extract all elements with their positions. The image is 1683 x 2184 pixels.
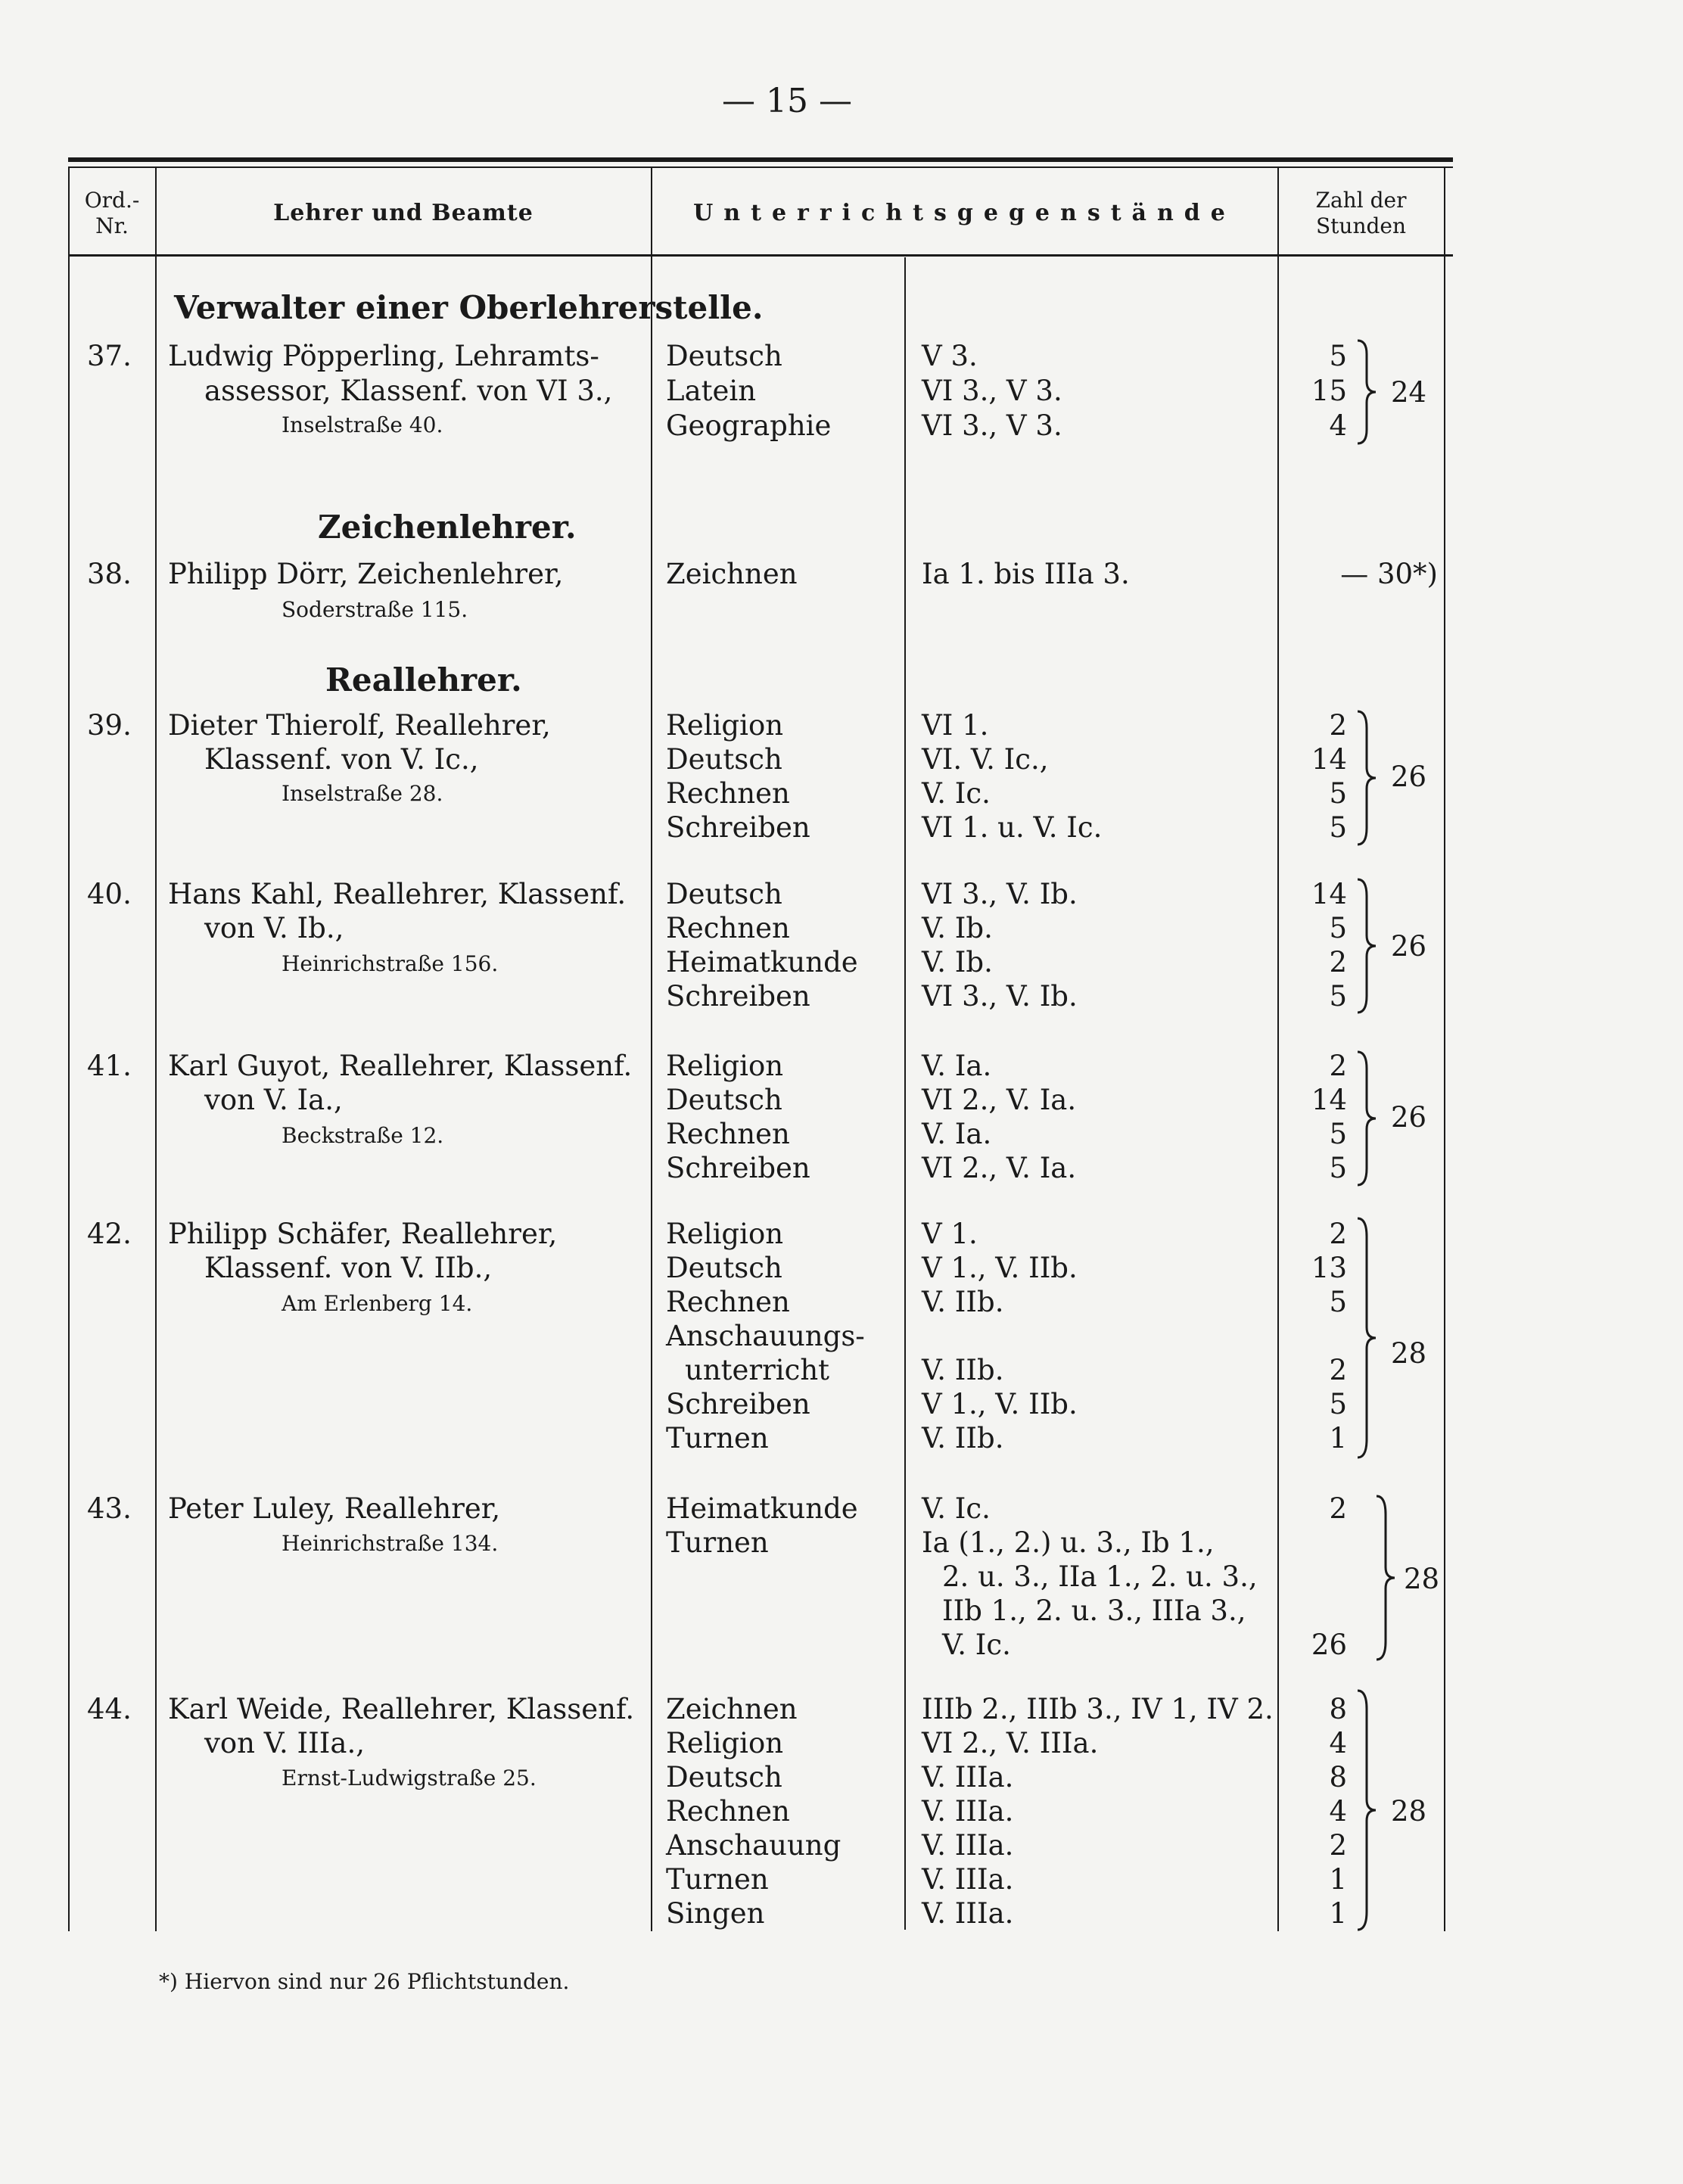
entry-name-line: Klassenf. von V. IIb., — [204, 1252, 493, 1284]
entry-subject: Rechnen — [666, 1118, 790, 1150]
brace-icon — [1355, 339, 1377, 445]
entry-name-line: von V. Ib., — [204, 912, 344, 944]
column-line-teachers — [651, 168, 652, 1931]
entry-subject: unterricht — [685, 1354, 830, 1386]
entry-classes: V. IIIa. — [922, 1761, 1014, 1794]
entry-classes: V 1., V. IIb. — [922, 1252, 1078, 1284]
entry-hours: 14 — [1311, 743, 1347, 776]
entry-nr: 37. — [87, 340, 132, 372]
entry-name-line: Klassenf. von V. Ic., — [204, 743, 479, 776]
header-ord-nr-line2: Nr. — [95, 213, 129, 238]
header-subjects: Unterrichtsgegenstände — [693, 200, 1236, 226]
entry-subject: Latein — [666, 375, 757, 407]
section-verwalter: Verwalter einer Oberlehrerstelle. — [174, 289, 764, 326]
entry-hours: 4 — [1329, 1727, 1347, 1759]
entry-subject: Turnen — [666, 1422, 769, 1454]
top-rule — [68, 157, 1453, 162]
entry-classes: IIb 1., 2. u. 3., IIIa 3., — [942, 1594, 1246, 1627]
entry-hours: — 30*) — [1340, 558, 1438, 590]
entry-subject: Deutsch — [666, 340, 782, 372]
header-hours — [1279, 174, 1443, 253]
entry-classes: V. IIb. — [922, 1286, 1004, 1318]
entry-nr: 42. — [87, 1218, 132, 1250]
entry-nr: 44. — [87, 1693, 132, 1725]
entry-hours: 26 — [1311, 1629, 1347, 1661]
entry-subject: Heimatkunde — [666, 946, 858, 978]
entry-address: Am Erlenberg 14. — [282, 1291, 473, 1316]
entry-address: Heinrichstraße 134. — [282, 1531, 499, 1556]
entry-classes: V 1., V. IIb. — [922, 1388, 1078, 1420]
entry-hours: 5 — [1329, 811, 1347, 844]
entry-subject: Singen — [666, 1897, 765, 1930]
entry-hours: 8 — [1329, 1761, 1347, 1794]
entry-classes: V 1. — [922, 1218, 978, 1250]
entry-hours: 2 — [1329, 946, 1347, 978]
entry-classes: VI 3., V 3. — [922, 375, 1062, 407]
header-teachers: Lehrer und Beamte — [273, 200, 534, 226]
brace-icon — [1355, 1217, 1377, 1459]
entry-hours: 1 — [1329, 1422, 1347, 1454]
entry-hours: 2 — [1329, 1218, 1347, 1250]
entry-total: 26 — [1391, 930, 1427, 963]
entry-classes: V. IIIa. — [922, 1863, 1014, 1896]
entry-nr: 40. — [87, 878, 132, 910]
column-line-ord — [155, 168, 157, 1931]
entry-subject: Heimatkunde — [666, 1492, 858, 1525]
entry-hours: 1 — [1329, 1897, 1347, 1930]
entry-name-line: Dieter Thierolf, Reallehrer, — [168, 709, 551, 742]
entry-hours: 8 — [1329, 1693, 1347, 1725]
entry-total: 28 — [1391, 1795, 1427, 1828]
entry-address: Inselstraße 40. — [282, 412, 443, 437]
entry-hours: 5 — [1329, 340, 1347, 372]
entry-name-line: assessor, Klassenf. von VI 3., — [204, 375, 613, 407]
entry-address: Heinrichstraße 156. — [282, 951, 499, 976]
entry-hours: 2 — [1329, 1354, 1347, 1386]
entry-name-line: Hans Kahl, Reallehrer, Klassenf. — [168, 878, 627, 910]
entry-classes: V. IIb. — [922, 1422, 1004, 1454]
entry-classes: V. Ia. — [922, 1050, 992, 1082]
entry-subject: Rechnen — [666, 1795, 790, 1828]
entry-classes: VI 3., V. Ib. — [922, 980, 1078, 1013]
column-line-right — [1444, 168, 1445, 1931]
entry-classes: V 3. — [922, 340, 978, 372]
header-ord-nr — [70, 174, 154, 253]
entry-hours: 5 — [1329, 1388, 1347, 1420]
entry-classes: VI 2., V. IIIa. — [922, 1727, 1099, 1759]
entry-hours: 5 — [1329, 777, 1347, 810]
entry-subject: Anschauungs- — [666, 1320, 865, 1352]
entry-address: Soderstraße 115. — [282, 597, 468, 622]
entry-classes: Ia 1. bis IIIa 3. — [922, 558, 1130, 590]
entry-subject: Deutsch — [666, 1084, 782, 1116]
entry-subject: Religion — [666, 709, 784, 742]
entry-hours: 5 — [1329, 1152, 1347, 1184]
entry-total: 24 — [1391, 376, 1427, 409]
entry-subject: Geographie — [666, 409, 832, 442]
entry-subject: Deutsch — [666, 878, 782, 910]
entry-classes: V. Ia. — [922, 1118, 992, 1150]
entry-subject: Religion — [666, 1727, 784, 1759]
entry-subject: Rechnen — [666, 1286, 790, 1318]
entry-address: Ernst-Ludwigstraße 25. — [282, 1766, 537, 1790]
entry-classes: VI. V. Ic., — [922, 743, 1049, 776]
entry-hours: 14 — [1311, 878, 1347, 910]
entry-address: Inselstraße 28. — [282, 781, 443, 806]
entry-hours: 5 — [1329, 980, 1347, 1013]
brace-icon — [1355, 878, 1377, 1014]
page-number: — 15 — — [722, 82, 852, 120]
entry-classes: V. IIIa. — [922, 1795, 1014, 1828]
entry-name-line: Philipp Dörr, Zeichenlehrer, — [168, 558, 564, 590]
entry-hours: 5 — [1329, 912, 1347, 944]
entry-classes: 2. u. 3., IIa 1., 2. u. 3., — [942, 1560, 1258, 1593]
entry-classes: VI 3., V. Ib. — [922, 878, 1078, 910]
entry-classes: V. IIIa. — [922, 1829, 1014, 1862]
entry-hours: 4 — [1329, 1795, 1347, 1828]
entry-classes: VI 1. u. V. Ic. — [922, 811, 1103, 844]
entry-total: 28 — [1391, 1337, 1427, 1370]
entry-address: Beckstraße 12. — [282, 1123, 444, 1148]
header-rule — [68, 254, 1453, 257]
entry-classes: IIIb 2., IIIb 3., IV 1, IV 2. — [922, 1693, 1274, 1725]
entry-subject: Schreiben — [666, 980, 810, 1013]
entry-hours: 5 — [1329, 1286, 1347, 1318]
brace-icon — [1355, 1689, 1377, 1931]
column-line-left — [68, 168, 70, 1931]
entry-subject: Turnen — [666, 1526, 769, 1559]
entry-hours: 13 — [1311, 1252, 1347, 1284]
entry-subject: Zeichnen — [666, 558, 798, 590]
entry-nr: 39. — [87, 709, 132, 742]
header-ord-nr-line1: Ord.- — [84, 188, 140, 213]
entry-classes: VI 1. — [922, 709, 989, 742]
header-hours-line1: Zahl der — [1315, 188, 1407, 213]
entry-hours: 1 — [1329, 1863, 1347, 1896]
entry-classes: V. Ic. — [922, 777, 991, 810]
entry-classes: V. IIIa. — [922, 1897, 1014, 1930]
entry-subject: Schreiben — [666, 1152, 810, 1184]
entry-classes: V. Ic. — [922, 1492, 991, 1525]
entry-hours: 5 — [1329, 1118, 1347, 1150]
entry-nr: 38. — [87, 558, 132, 590]
entry-hours: 2 — [1329, 1829, 1347, 1862]
entry-name-line: Peter Luley, Reallehrer, — [168, 1492, 501, 1525]
brace-icon — [1373, 1495, 1396, 1661]
entry-subject: Turnen — [666, 1863, 769, 1896]
entry-classes: V. Ib. — [922, 912, 993, 944]
entry-classes: V. IIb. — [922, 1354, 1004, 1386]
footnote: *) Hiervon sind nur 26 Pflichtstunden. — [159, 1969, 570, 1994]
column-line-subjects — [904, 257, 906, 1930]
section-zeichenlehrer: Zeichenlehrer. — [318, 509, 577, 546]
entry-classes: VI 2., V. Ia. — [922, 1152, 1077, 1184]
entry-classes: VI 2., V. Ia. — [922, 1084, 1077, 1116]
entry-total: 28 — [1404, 1563, 1440, 1595]
entry-hours: 4 — [1329, 409, 1347, 442]
entry-name-line: Ludwig Pöpperling, Lehramts- — [168, 340, 599, 372]
entry-subject: Religion — [666, 1218, 784, 1250]
entry-subject: Schreiben — [666, 1388, 810, 1420]
entry-hours: 2 — [1329, 709, 1347, 742]
entry-total: 26 — [1391, 761, 1427, 793]
entry-subject: Rechnen — [666, 912, 790, 944]
top-rule-thin — [68, 166, 1453, 168]
entry-subject: Anschauung — [666, 1829, 842, 1862]
column-line-classes — [1277, 168, 1279, 1931]
brace-icon — [1355, 1050, 1377, 1187]
entry-classes: VI 3., V 3. — [922, 409, 1062, 442]
section-reallehrer: Reallehrer. — [325, 661, 522, 698]
brace-icon — [1355, 710, 1377, 846]
entry-subject: Rechnen — [666, 777, 790, 810]
entry-name-line: Philipp Schäfer, Reallehrer, — [168, 1218, 558, 1250]
entry-nr: 41. — [87, 1050, 132, 1082]
entry-name-line: von V. IIIa., — [204, 1727, 365, 1759]
entry-subject: Deutsch — [666, 1252, 782, 1284]
entry-subject: Deutsch — [666, 743, 782, 776]
entry-subject: Schreiben — [666, 811, 810, 844]
entry-subject: Religion — [666, 1050, 784, 1082]
entry-name-line: von V. Ia., — [204, 1084, 343, 1116]
entry-subject: Zeichnen — [666, 1693, 798, 1725]
entry-total: 26 — [1391, 1101, 1427, 1134]
entry-hours: 2 — [1329, 1050, 1347, 1082]
entry-name-line: Karl Weide, Reallehrer, Klassenf. — [168, 1693, 635, 1725]
entry-name-line: Karl Guyot, Reallehrer, Klassenf. — [168, 1050, 633, 1082]
entry-classes: V. Ib. — [922, 946, 993, 978]
entry-subject: Deutsch — [666, 1761, 782, 1794]
entry-nr: 43. — [87, 1492, 132, 1525]
entry-hours: 14 — [1311, 1084, 1347, 1116]
entry-hours: 2 — [1329, 1492, 1347, 1525]
entry-hours: 15 — [1311, 375, 1347, 407]
header-hours-line2: Stunden — [1315, 213, 1407, 238]
entry-classes: V. Ic. — [942, 1629, 1011, 1661]
entry-classes: Ia (1., 2.) u. 3., Ib 1., — [922, 1526, 1215, 1559]
